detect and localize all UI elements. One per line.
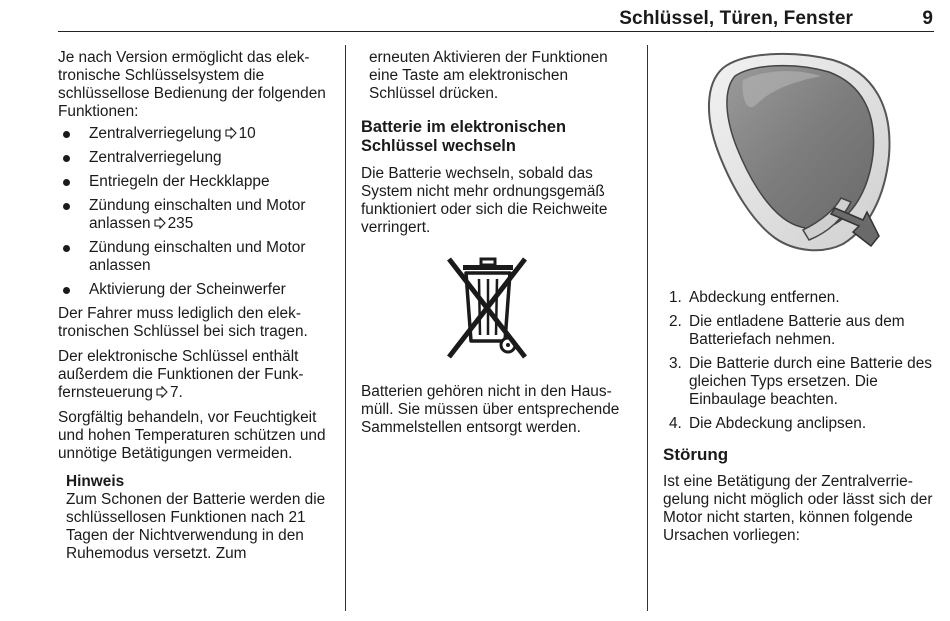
intro-paragraph: Je nach Version ermöglicht das elektronische Schlüsselsystem die schlüssellose Bedienung der folgenden Funktionen:	[58, 49, 326, 120]
arrow-ref-icon	[156, 386, 168, 398]
header-title: Schlüssel, Türen, Fenster	[619, 8, 853, 29]
section-title-battery: Batterie im elektronischen Schlüssel wechseln	[361, 118, 566, 155]
note-title: Hinweis	[66, 473, 125, 490]
note-box	[58, 473, 330, 563]
list-item: Aktivierung der Scheinwerfer	[58, 281, 330, 299]
list-item: 4. Die Abdeckung anclipsen.	[669, 415, 867, 432]
section-title-fault: Störung	[663, 445, 729, 464]
list-item: Zentralverriegelung	[58, 149, 330, 167]
care-paragraph: Sorgfältig behandeln, vor Feuchtigkeit und hohen Temperaturen schützen und unnötige Betätigungen vermeiden.	[58, 409, 326, 462]
crossed-out-wheelie-bin-icon	[441, 253, 533, 365]
arrow-ref-icon	[154, 217, 166, 229]
driver-paragraph: Der Fahrer muss lediglich den elektronischen Schlüssel bei sich tragen.	[58, 305, 308, 340]
radio-paragraph: Der elektronische Schlüssel enthält außerdem die Funktionen der Funkfernsteuerung 7.	[58, 348, 304, 401]
bullet-icon	[63, 155, 70, 162]
column-3	[663, 277, 939, 545]
battery-steps-list	[663, 289, 939, 433]
page-number: 9	[922, 8, 933, 29]
bullet-icon	[63, 245, 70, 252]
list-item: 2. Die entladene Batterie aus dem Batteriefach nehmen.	[669, 313, 905, 348]
column-divider-1	[345, 45, 346, 611]
bullet-icon	[63, 179, 70, 186]
battery-change-paragraph: Die Batterie wechseln, sobald das System nicht mehr ordnungsgemäß funktioniert oder sich die Reichweite verringert.	[361, 165, 608, 236]
arrow-ref-icon	[225, 127, 237, 139]
bullet-icon	[63, 203, 70, 210]
header-rule	[58, 31, 934, 32]
list-item: Zündung einschalten und Motor anlassen	[58, 239, 330, 275]
bullet-icon	[63, 131, 70, 138]
column-divider-2	[647, 45, 648, 611]
list-item: Entriegeln der Heckklappe	[58, 173, 330, 191]
bullet-icon	[63, 287, 70, 294]
list-item: 1. Abdeckung entfernen.	[669, 289, 840, 306]
function-list	[58, 125, 330, 299]
electronic-key-illustration	[683, 46, 933, 266]
disposal-symbol	[361, 253, 633, 365]
list-item: 3. Die Batterie durch eine Batterie des gleichen Typs ersetzen. Die Einbaulage beachten.	[669, 355, 932, 408]
disposal-paragraph: Batterien gehören nicht in den Hausmüll. Sie müssen über entsprechende Sammelstellen entsorgt werden.	[361, 383, 620, 436]
column-1	[58, 49, 330, 563]
list-item: Zentralverriegelung 10	[58, 125, 330, 143]
column-2	[361, 49, 633, 437]
list-item: Zündung einschalten und Motor anlassen 235	[58, 197, 330, 233]
note-continuation: erneuten Aktivieren der Funktionen eine Taste am elektronischen Schlüssel drücken.	[369, 49, 608, 102]
note-text: Zum Schonen der Batterie werden die schlüssellosen Funktionen nach 21 Tagen der Nichtverwendung in den Ruhemodus versetzt. Zum	[66, 491, 326, 562]
fault-paragraph: Ist eine Betätigung der Zentralverriegelung nicht möglich oder lässt sich der Motor nicht starten, können folgende Ursachen vorliegen:	[663, 473, 933, 544]
